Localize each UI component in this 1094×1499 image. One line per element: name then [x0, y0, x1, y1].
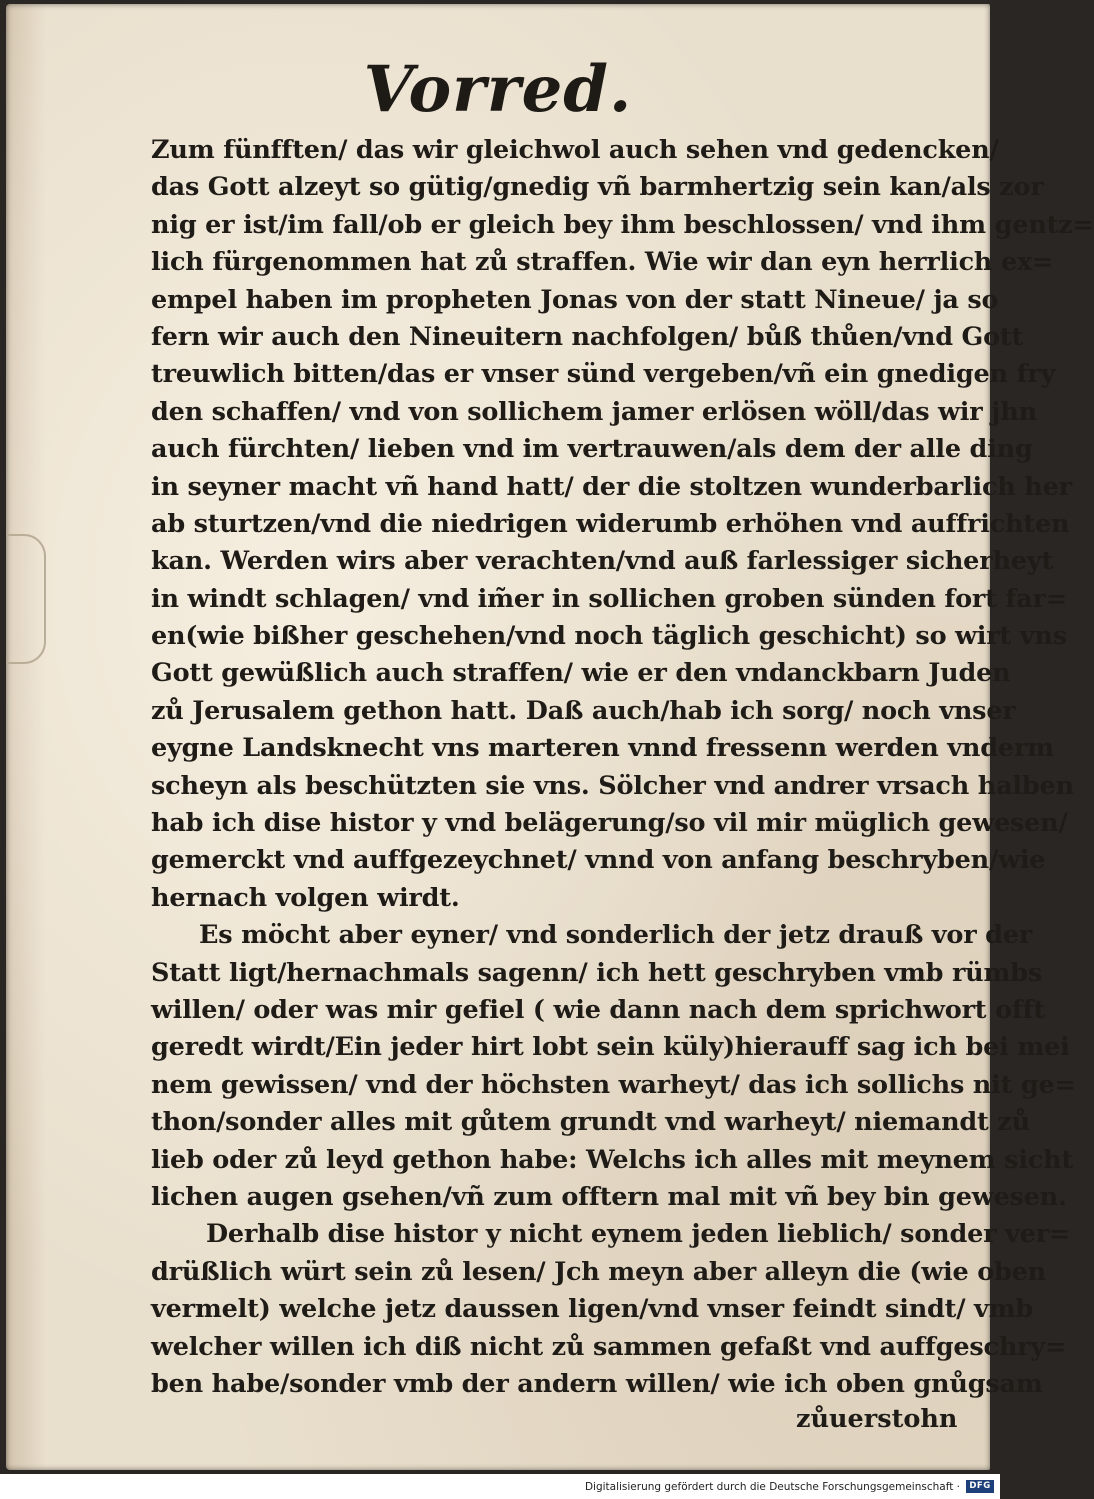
text-line: empel haben im propheten Jonas von der statt Nineue/ ja so — [151, 284, 999, 315]
footer-bar — [0, 1474, 1000, 1499]
text-line: ab sturtzen/vnd die niedrigen widerumb erhöhen vnd auffrichten — [151, 508, 1070, 539]
text-line: scheyn als beschützten sie vns. Sölcher vnd andrer vrsach halben — [151, 770, 1074, 801]
page-text — [151, 132, 1094, 1403]
dfg-logo-icon: DFG — [966, 1480, 994, 1493]
text-line: geredt wirdt/Ein jeder hirt lobt sein küly)hierauff sag ich bei mei — [151, 1032, 1070, 1063]
text-line: nig er ist/im fall/ob er gleich bey ihm beschlossen/ vnd ihm gentz= — [151, 209, 1094, 240]
page-header: Vorred. — [363, 52, 633, 127]
text-line: zů Jerusalem gethon hatt. Daß auch/hab ich sorg/ noch vnser — [151, 695, 1016, 726]
text-line: Zum fünfften/ das wir gleichwol auch sehen vnd gedencken/ — [151, 135, 999, 165]
text-line: vermelt) welche jetz daussen ligen/vnd vnser feindt sindt/ vmb — [151, 1294, 1034, 1325]
text-line: lichen augen gsehen/vñ zum offtern mal mit vñ bey bin gewesen. — [151, 1181, 1067, 1212]
text-line: in seyner macht vñ hand hatt/ der die stoltzen wunderbarlich her — [151, 471, 1072, 502]
text-line: ben habe/sonder vmb der andern willen/ wie ich oben gnůgsam — [151, 1368, 1043, 1399]
text-line: en(wie bißher geschehen/vnd noch täglich geschicht) so wirt vns — [151, 621, 1067, 652]
footer-credit: Digitalisierung gefördert durch die Deutsche Forschungsgemeinschaft · — [584, 1481, 960, 1493]
text-line: den schaffen/ vnd von sollichem jamer erlösen wöll/das wir jhn — [151, 396, 1037, 427]
text-line: Statt ligt/hernachmals sagenn/ ich hett geschryben vmb rümbs — [151, 957, 1043, 988]
text-line: Derhalb dise histor y nicht eynem jeden lieblich/ sonder ver= — [206, 1219, 1071, 1250]
text-line: welcher willen ich diß nicht zů sammen gefaßt vnd auffgeschry= — [151, 1331, 1067, 1362]
text-line: hernach volgen wirdt. — [151, 882, 460, 913]
text-line: drüßlich würt sein zů lesen/ Jch meyn aber alleyn die (wie oben — [151, 1256, 1047, 1287]
text-line: gemerckt vnd auffgezeychnet/ vnnd von anfang beschryben/wie — [151, 845, 1046, 876]
text-line: Gott gewüßlich auch straffen/ wie er den vndanckbarn Juden — [151, 658, 1011, 689]
text-line: willen/ oder was mir gefiel ( wie dann nach dem sprichwort offt — [151, 994, 1045, 1025]
text-line: auch fürchten/ lieben vnd im vertrauwen/als dem der alle ding — [151, 434, 1033, 465]
text-line: fern wir auch den Nineuitern nachfolgen/ bůß thůen/vnd Gott — [151, 321, 1024, 352]
text-line: eygne Landsknecht vns marteren vnnd fressenn werden vnderm — [151, 733, 1054, 764]
text-line: das Gott alzeyt so gütig/gnedig vñ barmhertzig sein kan/als zor — [151, 172, 1044, 203]
text-line: treuwlich bitten/das er vnser sünd vergeben/vñ ein gnedigen fry — [151, 359, 1056, 390]
text-line: lieb oder zů leyd gethon habe: Welchs ich alles mit meynem sicht — [151, 1144, 1074, 1175]
text-line: Es möcht aber eyner/ vnd sonderlich der jetz drauß vor der — [199, 920, 1033, 951]
text-line: hab ich dise histor y vnd belägerung/so vil mir müglich gewesen/ — [151, 808, 1068, 839]
catchword: zůuerstohn — [796, 1404, 958, 1434]
text-line: thon/sonder alles mit gůtem grundt vnd warheyt/ niemandt zů — [151, 1107, 1030, 1138]
text-line: in windt schlagen/ vnd im̃er in sollichen groben sünden fort far= — [151, 583, 1067, 614]
book-page — [6, 4, 1094, 1470]
page-edge-shadow — [6, 534, 46, 664]
text-line: nem gewissen/ vnd der höchsten warheyt/ das ich sollichs nit ge= — [151, 1069, 1076, 1100]
text-line: kan. Werden wirs aber verachten/vnd auß farlessiger sicherheyt — [151, 546, 1054, 577]
text-line: lich fürgenommen hat zů straffen. Wie wir dan eyn herrlich ex= — [151, 247, 1054, 278]
